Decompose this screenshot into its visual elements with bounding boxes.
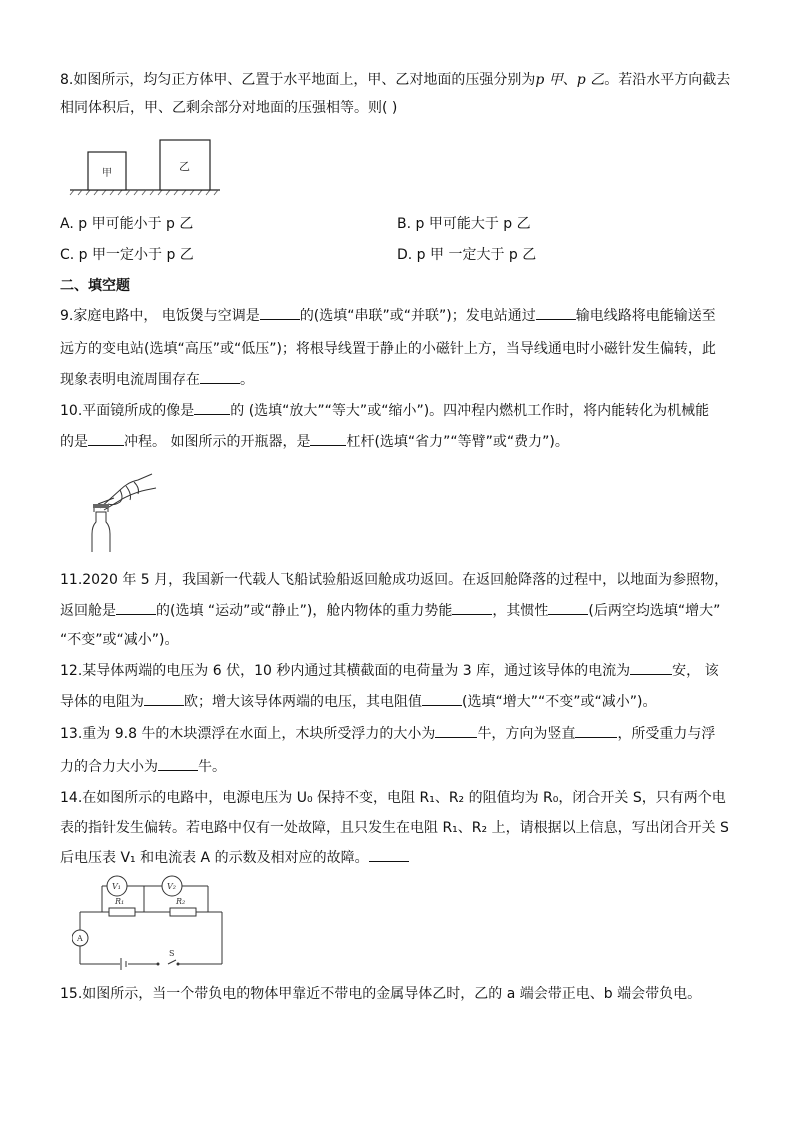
q9-text-c: 输电线路将电能输送至 — [575, 308, 716, 324]
resistor-r1 — [109, 908, 135, 916]
label-r2: R₂ — [176, 897, 186, 906]
q9-text-e: 。 — [240, 372, 254, 388]
q10-text-e: 杠杆(选填“省力”“等臂”或“费力”)。 — [346, 434, 569, 450]
q13-text-e: 牛。 — [198, 759, 226, 775]
bottle-opener-figure — [80, 468, 160, 554]
q8-option-a: A. p 甲可能小于 p 乙 — [60, 216, 194, 232]
label-v2: V₂ — [167, 882, 176, 891]
q8-text: 8.如图所示，均匀正方体甲、乙置于水平地面上，甲、乙对地面的压强分别为 — [60, 72, 536, 88]
q12-line1 — [60, 661, 719, 681]
q13-text-c: ，所受重力与浮 — [617, 726, 716, 742]
answer-blank[interactable] — [369, 848, 409, 862]
q8-line1 — [60, 70, 730, 90]
q11-line1: 11.2020 年 5 月，我国新一代载人飞船试验船返回舱成功返回。在返回舱降落的过程中，以地面为参照物， — [60, 572, 729, 588]
label-a: A — [77, 934, 83, 943]
answer-blank[interactable] — [536, 306, 576, 320]
label-v1: V₁ — [112, 882, 121, 891]
q12-text-d: 欧；增大该导体两端的电压，其电阻值 — [184, 694, 422, 710]
q11-line3: “不变”或“减小”)。 — [60, 632, 179, 648]
q8-cubes-figure — [68, 138, 228, 198]
q12-line2 — [60, 692, 656, 712]
resistor-r2 — [170, 908, 196, 916]
q12-text-a: 12.某导体两端的电压为 6 伏，10 秒内通过其横截面的电荷量为 3 库，通过该导体的电流为 — [60, 663, 631, 679]
q12-text-c: 导体的电阻为 — [60, 694, 144, 710]
answer-blank[interactable] — [260, 306, 300, 320]
label-jia: 甲 — [102, 168, 112, 179]
answer-blank[interactable] — [548, 601, 588, 615]
q10-line1 — [60, 401, 709, 421]
answer-blank[interactable] — [310, 432, 346, 446]
label-s: S — [169, 949, 175, 958]
q11-text-c: ，其惯性 — [492, 603, 549, 619]
q13-text-d: 力的合力大小为 — [60, 759, 158, 775]
q9-text-b: 的(选填“串联”或“并联”)；发电站通过 — [299, 308, 536, 324]
label-r1: R₁ — [115, 897, 125, 906]
q8-option-d: D. p 甲 一定大于 p 乙 — [397, 247, 537, 263]
q9-line1 — [60, 306, 716, 326]
answer-blank[interactable] — [116, 601, 156, 615]
q9-line2: 远方的变电站(选填“高压”或“低压”)；将根导线置于静止的小磁针上方，当导线通电时小磁针发生偏转，此 — [60, 341, 716, 357]
q9-text-d: 现象表明电流周围存在 — [60, 372, 200, 388]
answer-blank[interactable] — [452, 601, 492, 615]
answer-blank[interactable] — [194, 401, 230, 415]
q9-line3 — [60, 370, 254, 390]
q13-line2 — [60, 757, 226, 777]
circuit-diagram — [72, 872, 232, 972]
q8-line2: 相同体积后，甲、乙剩余部分对地面的压强相等。则( ) — [60, 100, 398, 116]
q10-text-d: 冲程。 如图所示的开瓶器，是 — [124, 434, 311, 450]
q9-text-a: 9.家庭电路中， 电饭煲与空调是 — [60, 308, 260, 324]
answer-blank[interactable] — [575, 724, 617, 738]
label-yi: 乙 — [179, 160, 190, 173]
q10-text-a: 10.平面镜所成的像是 — [60, 403, 195, 419]
p-yi: p 乙 — [576, 72, 605, 88]
p-jia: p 甲 — [535, 72, 563, 88]
q8-text-end: 。若沿水平方向截去 — [604, 72, 731, 88]
q11-text-b: 的(选填 “运动”或“静止”)，舱内物体的重力势能 — [156, 603, 453, 619]
q11-text-d: (后两空均选填“增大” — [588, 603, 721, 619]
q8-sep: 、 — [562, 72, 577, 88]
q14-line1: 14.在如图所示的电路中，电源电压为 U₀ 保持不变，电阻 R₁、R₂ 的阻值均为 R₀，闭合开关 S，只有两个电 — [60, 790, 726, 806]
q12-text-b: 安， 该 — [672, 663, 719, 679]
answer-blank[interactable] — [200, 370, 240, 384]
q10-text-b: 的 (选填“放大”“等大”或“缩小”)。四冲程内燃机工作时，将内能转化为机械能 — [230, 403, 710, 419]
q15-line1: 15.如图所示，当一个带负电的物体甲靠近不带电的金属导体乙时，乙的 a 端会带正电、b 端会带负电。 — [60, 986, 702, 1002]
answer-blank[interactable] — [435, 724, 477, 738]
q11-line2 — [60, 601, 720, 621]
q14-line2: 表的指针发生偏转。若电路中仅有一处故障，且只发生在电阻 R₁、R₂ 上，请根据以上信息，写出闭合开关 S — [60, 820, 729, 836]
q8-option-b: B. p 甲可能大于 p 乙 — [397, 216, 531, 232]
q8-option-c: C. p 甲一定小于 p 乙 — [60, 247, 194, 263]
q13-text-a: 13.重为 9.8 牛的木块漂浮在水面上，木块所受浮力的大小为 — [60, 726, 436, 742]
q14-line3 — [60, 848, 409, 868]
q11-text-a: 返回舱是 — [60, 603, 116, 619]
answer-blank[interactable] — [422, 692, 462, 706]
q10-line2 — [60, 432, 569, 452]
q14-text-c: 后电压表 V₁ 和电流表 A 的示数及相对应的故障。 — [60, 850, 369, 866]
answer-blank[interactable] — [88, 432, 124, 446]
answer-blank[interactable] — [158, 757, 198, 771]
q12-text-e: (选填“增大”“不变”或“减小”)。 — [462, 694, 657, 710]
q10-text-c: 的是 — [60, 434, 88, 450]
answer-blank[interactable] — [630, 661, 672, 675]
q13-text-b: 牛，方向为竖直 — [477, 726, 576, 742]
section-heading: 二、填空题 — [60, 278, 130, 294]
q13-line1 — [60, 724, 715, 744]
switch-icon — [157, 963, 160, 966]
answer-blank[interactable] — [144, 692, 184, 706]
